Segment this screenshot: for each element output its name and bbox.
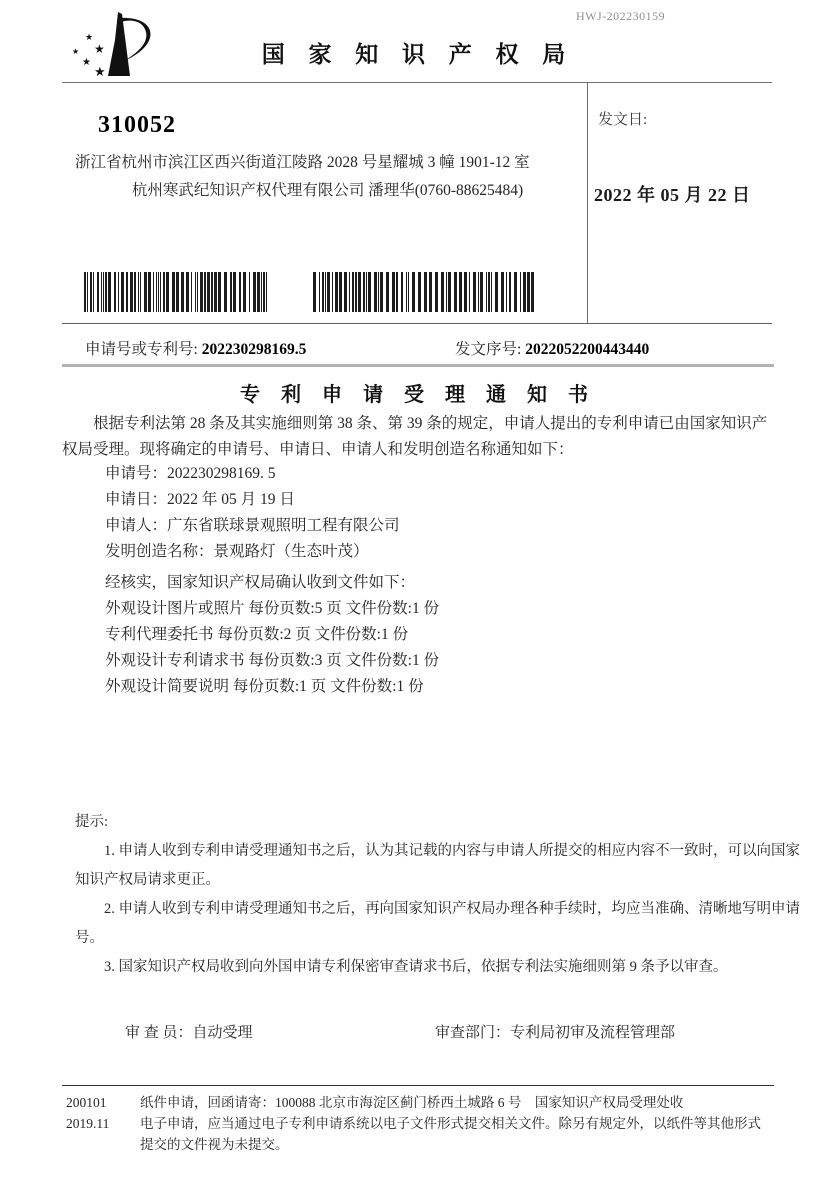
tips-label: 提示:	[75, 814, 109, 830]
barcode-bar	[93, 272, 94, 312]
barcode-bar	[344, 272, 347, 312]
application-number: 202230298169.5	[201, 341, 307, 358]
barcode-bar	[335, 272, 338, 312]
barcode-bar	[418, 272, 421, 312]
barcode-bar	[473, 272, 476, 312]
barcode-bar	[181, 272, 184, 312]
barcode-bar	[160, 272, 161, 312]
barcode-bar	[464, 272, 467, 312]
barcode-bar	[207, 272, 210, 312]
barcode-bar	[368, 272, 371, 312]
barcode-bar	[488, 272, 490, 312]
tips-section	[75, 808, 805, 982]
document-reference-number: HWJ-202230159	[576, 9, 666, 23]
barcode-bar	[435, 272, 438, 312]
barcode-bar	[176, 272, 179, 312]
barcode-bar	[446, 272, 447, 312]
barcode-bar	[520, 272, 521, 312]
examiner-value: 自动受理	[192, 1025, 253, 1041]
footer-row-electronic	[66, 1113, 778, 1155]
barcode-bar	[114, 272, 116, 312]
barcode-bar	[103, 272, 104, 312]
barcode-bar	[163, 272, 165, 312]
barcode-bar	[195, 272, 196, 312]
barcode-bar	[386, 272, 389, 312]
barcode-application	[84, 272, 274, 312]
barcode-bar	[478, 272, 479, 312]
barcode-bar	[118, 272, 119, 312]
footer-divider	[62, 1085, 774, 1086]
barcode-bar	[378, 272, 379, 312]
logo-star-icon: ★	[85, 32, 94, 42]
received-file-item: 外观设计简要说明 每份页数:1 页 文件份数:1 份	[105, 678, 424, 695]
barcode-bar	[200, 272, 203, 312]
barcode-bar	[140, 272, 141, 312]
notice-title: 专 利 申 请 受 理 通 知 书	[240, 384, 596, 406]
barcode-bar	[358, 272, 361, 312]
barcode-bar	[327, 272, 330, 312]
header-divider	[62, 82, 772, 83]
barcode-bar	[366, 272, 367, 312]
barcode-bar	[514, 272, 517, 312]
barcode-bar	[204, 272, 206, 312]
barcode-bar	[406, 272, 407, 312]
tip-item: 2. 申请人收到专利申请受理通知书之后，再向国家知识产权局办理各种手续时，均应当准确、清晰地写明申请号。	[75, 901, 800, 946]
barcode-bar	[224, 272, 227, 312]
barcode-bar	[325, 272, 326, 312]
barcode-bar	[130, 272, 133, 312]
barcode-bar	[97, 272, 99, 312]
barcode-bar	[266, 272, 267, 312]
barcode-bar	[166, 272, 169, 312]
barcode-bar	[491, 272, 492, 312]
barcode-bar	[138, 272, 139, 312]
barcode-bar	[257, 272, 260, 312]
barcode-bar	[523, 272, 526, 312]
barcode-bar	[527, 272, 530, 312]
footer-form-code: 200101	[66, 1095, 107, 1110]
serial-number: 2022052200443440	[525, 341, 650, 358]
barcode-bar	[509, 272, 511, 312]
barcode-bar	[322, 272, 324, 312]
received-file-item: 外观设计专利请求书 每份页数:3 页 文件份数:1 份	[105, 652, 440, 669]
barcode-bar	[469, 272, 470, 312]
barcode-bar	[319, 272, 320, 312]
field-invention-title: 发明创造名称：景观路灯（生态叶茂）	[105, 543, 369, 560]
barcode-bar	[211, 272, 213, 312]
barcode-bar	[441, 272, 444, 312]
application-number-label: 申请号或专利号:	[85, 341, 202, 358]
recipient-postcode: 310052	[98, 112, 176, 138]
footer-notes	[66, 1092, 778, 1155]
examiner-label: 审 查 员：	[125, 1025, 193, 1041]
barcode-bar	[506, 272, 507, 312]
barcode-bar	[363, 272, 365, 312]
logo-star-icon: ★	[72, 47, 80, 56]
issue-box-divider	[587, 82, 588, 323]
received-file-item: 外观设计图片或照片 每份页数:5 页 文件份数:1 份	[105, 600, 440, 617]
received-file-item: 专利代理委托书 每份页数:2 页 文件份数:1 份	[105, 626, 409, 643]
tip-item: 1. 申请人收到专利申请受理通知书之后，认为其记载的内容与申请人所提交的相应内容不一致时，可以向国家知识产权局请求更正。	[75, 843, 800, 888]
barcode-bar	[239, 272, 241, 312]
barcode-bar	[495, 272, 498, 312]
barcode-bar	[412, 272, 415, 312]
tip-item: 3. 国家知识产权局收到向外国申请专利保密审查请求书后，依据专利法实施细则第 9 条予以审查。	[104, 959, 728, 975]
barcode-bar	[401, 272, 403, 312]
barcode-bar	[339, 272, 342, 312]
barcode-bar	[355, 272, 357, 312]
barcode-bar	[105, 272, 107, 312]
barcode-bar	[424, 272, 427, 312]
barcode-bar	[186, 272, 189, 312]
barcode-bar	[263, 272, 265, 312]
barcode-bar	[126, 272, 128, 312]
barcode-bar	[501, 272, 504, 312]
barcode-bar	[249, 272, 250, 312]
field-application-number: 申请号：202230298169. 5	[105, 465, 276, 482]
department-label: 审查部门：	[435, 1025, 511, 1041]
footer-row-paper	[66, 1092, 778, 1113]
recipient-agency-contact: 杭州寒武纪知识产权代理有限公司 潘理华(0760-88625484)	[131, 182, 524, 199]
footer-note-text: 纸件申请，回函请寄：100088 北京市海淀区蓟门桥西土城路 6 号 国家知识产权局受理处收	[140, 1095, 684, 1110]
reference-row	[85, 337, 775, 359]
notice-intro-paragraph: 根据专利法第 28 条及其实施细则第 38 条、第 39 条的规定，申请人提出的专利申请已由国家知识产权局受理。现将确定的申请号、申请日、申请人和发明创造名称通知如下：	[62, 415, 768, 458]
issue-date-value: 2022 年 05 月 22 日	[594, 185, 751, 205]
barcode-bar	[153, 272, 154, 312]
barcode-bar	[172, 272, 175, 312]
barcode-bar	[218, 272, 221, 312]
logo-star-icon: ★	[94, 42, 105, 56]
barcode-bar	[87, 272, 88, 312]
barcode-bar	[429, 272, 432, 312]
barcode-bar	[108, 272, 111, 312]
barcode-bar	[148, 272, 151, 312]
barcode-bar	[313, 272, 316, 312]
received-intro: 经核实，国家知识产权局确认收到文件如下：	[105, 574, 416, 591]
barcode-bar	[486, 272, 487, 312]
agency-title: 国 家 知 识 产 权 局	[261, 42, 575, 67]
barcode-serial	[313, 272, 541, 312]
barcode-bar	[408, 272, 409, 312]
barcode-bar	[332, 272, 333, 312]
barcode-bar	[158, 272, 159, 312]
barcode-bar	[230, 272, 232, 312]
barcode-bar	[101, 272, 102, 312]
logo-star-icon: ★	[82, 57, 91, 68]
barcode-bar	[374, 272, 377, 312]
barcode-bar	[392, 272, 395, 312]
barcode-bar	[191, 272, 192, 312]
barcode-bar	[480, 272, 483, 312]
barcode-bar	[243, 272, 246, 312]
department-value: 专利局初审及流程管理部	[510, 1025, 676, 1041]
barcode-bar	[90, 272, 92, 312]
barcode-bar	[84, 272, 86, 312]
barcode-bar	[121, 272, 124, 312]
barcode-bar	[531, 272, 534, 312]
barcode-bar	[134, 272, 136, 312]
barcode-bar	[197, 272, 198, 312]
barcode-bar	[454, 272, 457, 312]
barcode-bar	[233, 272, 236, 312]
issue-date-label: 发文日:	[598, 112, 648, 128]
serial-number-label: 发文序号:	[455, 341, 526, 358]
barcode-bar	[448, 272, 451, 312]
footer-form-version: 2019.11	[66, 1116, 110, 1131]
barcode-bar	[156, 272, 157, 312]
application-fields	[105, 461, 400, 565]
footer-note-text: 电子申请，应当通过电子专利申请系统以电子文件形式提交相关文件。除另有规定外，以纸件等其他形式提交的文件视为未提交。	[140, 1116, 761, 1152]
barcode-bar	[253, 272, 256, 312]
section-divider	[62, 364, 774, 367]
received-documents	[105, 570, 439, 700]
review-row	[125, 1021, 775, 1042]
field-application-date: 申请日：2022 年 05 月 19 日	[105, 491, 295, 508]
barcode-bar	[349, 272, 350, 312]
barcode-bar	[214, 272, 217, 312]
barcode-divider	[62, 323, 772, 324]
field-applicant: 申请人：广东省联球景观照明工程有限公司	[105, 517, 400, 534]
barcode-bar	[144, 272, 147, 312]
barcode-bar	[396, 272, 398, 312]
barcode-bar	[459, 272, 462, 312]
barcode-bar	[380, 272, 383, 312]
barcode-bar	[352, 272, 354, 312]
recipient-address: 浙江省杭州市滨江区西兴街道江陵路 2028 号星耀城 3 幢 1901-12 室	[75, 154, 530, 171]
logo-star-icon: ★	[94, 64, 106, 79]
barcode-bar	[261, 272, 262, 312]
